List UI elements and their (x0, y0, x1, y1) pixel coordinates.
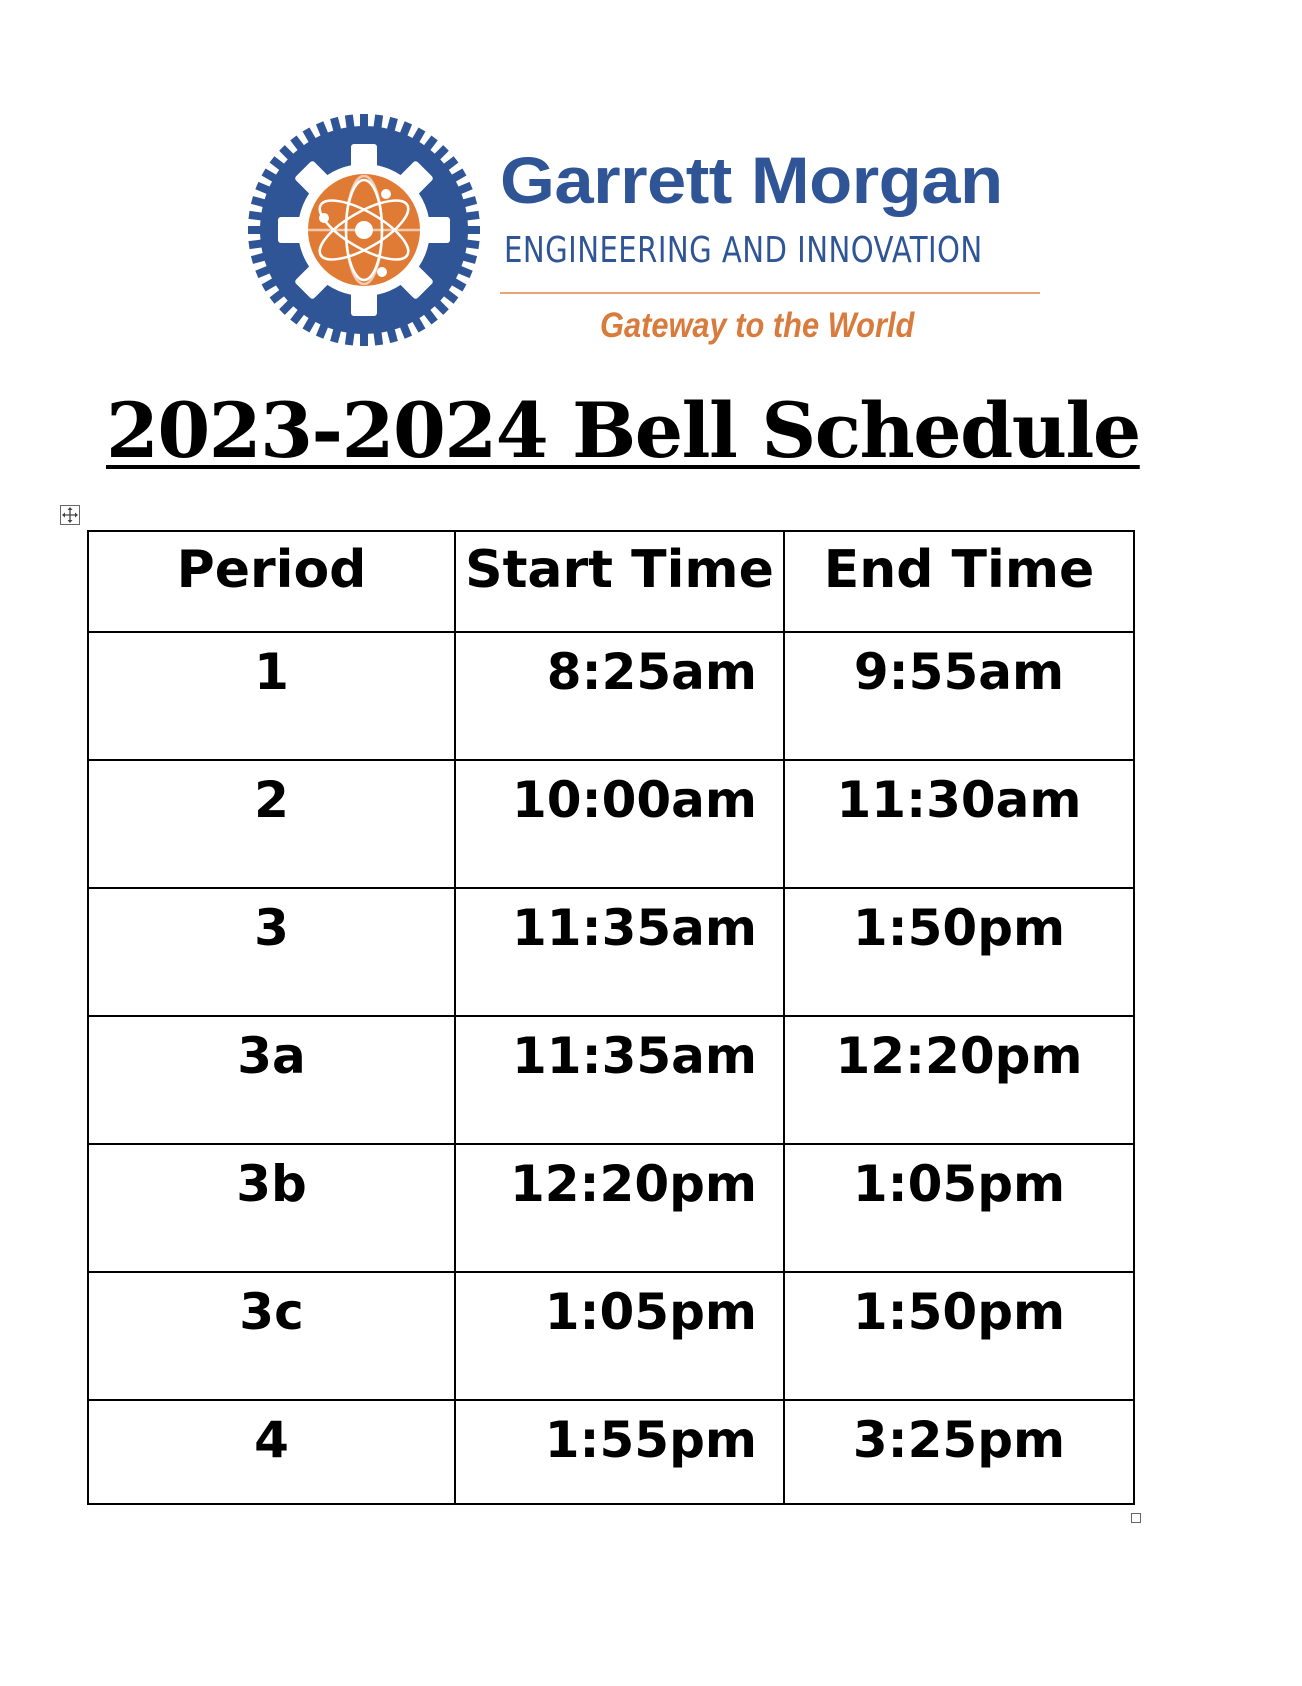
period-cell: 1 (88, 632, 455, 760)
end-time-cell: 1:05pm (784, 1144, 1134, 1272)
end-time-cell: 3:25pm (784, 1400, 1134, 1504)
bell-schedule-table (87, 530, 1135, 1505)
page-title: 2023-2024 Bell Schedule (106, 386, 1140, 475)
start-time-cell: 11:35am (455, 1016, 784, 1144)
end-time-cell: 11:30am (784, 760, 1134, 888)
gear-atom-icon (244, 110, 484, 350)
period-cell: 2 (88, 760, 455, 888)
period-cell: 4 (88, 1400, 455, 1504)
end-time-cell: 1:50pm (784, 888, 1134, 1016)
start-time-cell: 12:20pm (455, 1144, 784, 1272)
start-time-cell: 1:05pm (455, 1272, 784, 1400)
start-time-cell: 10:00am (455, 760, 784, 888)
logo-divider (500, 292, 1040, 294)
start-time-cell: 11:35am (455, 888, 784, 1016)
table-row (88, 760, 1134, 888)
table-row (88, 888, 1134, 1016)
header-period: Period (88, 531, 455, 632)
table-row (88, 1144, 1134, 1272)
period-cell: 3 (88, 888, 455, 1016)
period-cell: 3a (88, 1016, 455, 1144)
start-time-cell: 8:25am (455, 632, 784, 760)
table-resize-handle[interactable] (1131, 1513, 1141, 1523)
logo-name: Garrett Morgan (500, 143, 1003, 217)
header-end-time: End Time (784, 531, 1134, 632)
table-row (88, 632, 1134, 760)
end-time-cell: 12:20pm (784, 1016, 1134, 1144)
move-icon (61, 506, 79, 524)
start-time-cell: 1:55pm (455, 1400, 784, 1504)
logo-subtitle: ENGINEERING AND INNOVATION (504, 230, 983, 271)
header-start-time: Start Time (455, 531, 784, 632)
table-row (88, 1400, 1134, 1504)
end-time-cell: 9:55am (784, 632, 1134, 760)
table-row (88, 1016, 1134, 1144)
table-move-handle[interactable] (60, 505, 80, 525)
period-cell: 3c (88, 1272, 455, 1400)
end-time-cell: 1:50pm (784, 1272, 1134, 1400)
school-logo (244, 110, 1044, 360)
period-cell: 3b (88, 1144, 455, 1272)
table-header-row (88, 531, 1134, 632)
logo-tagline: Gateway to the World (600, 306, 915, 345)
table-row (88, 1272, 1134, 1400)
